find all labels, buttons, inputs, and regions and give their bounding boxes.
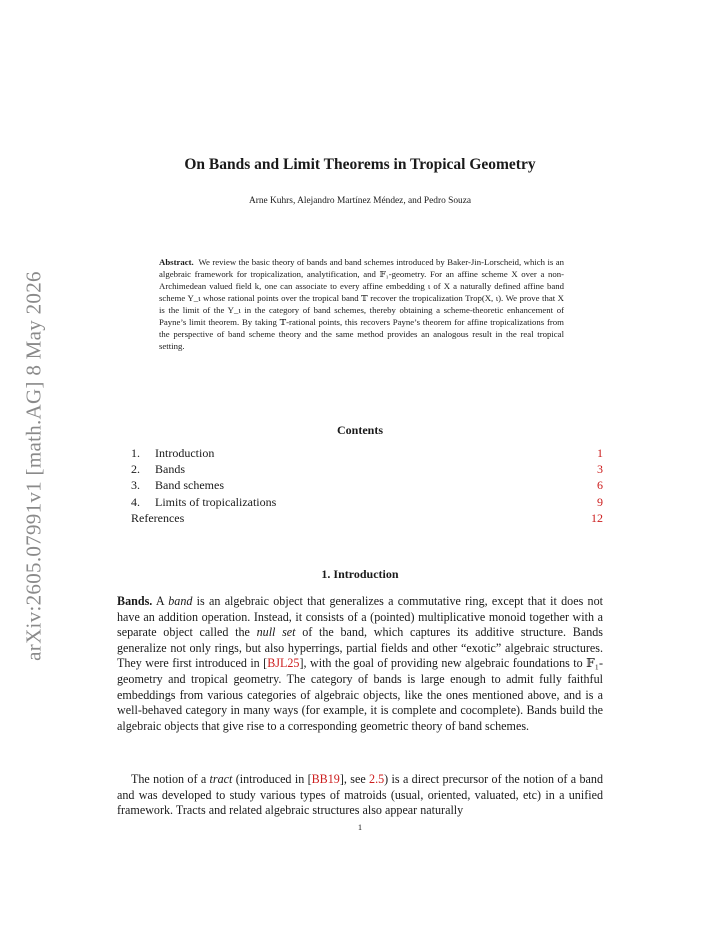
- text-run: The notion of a: [131, 772, 210, 786]
- section-heading: 1. Introduction: [321, 567, 399, 581]
- arxiv-identifier: arXiv:2605.07991v1 [math.AG] 8 May 2026: [21, 271, 46, 661]
- text-run: A: [152, 594, 169, 608]
- page-number: 1: [357, 822, 363, 832]
- toc-entry-title[interactable]: Bands: [155, 462, 185, 477]
- paper-authors: Arne Kuhrs, Alejandro Martínez Méndez, and Pedro Souza: [248, 196, 472, 206]
- toc-entry-title[interactable]: Limits of tropicalizations: [155, 494, 277, 509]
- toc-entry-title[interactable]: References: [131, 510, 185, 525]
- text-run: ], with the goal of providing new algebraic foundations to 𝔽₁-geometry and tropical geometry. The category of bands is large enough to admit fully faithful embeddings from various categories of algebraic objects, like the ones mentioned above, and is a well-behaved category in many ways (for example, it is complete and cocomplete). Bands build the algebraic objects that give rise to a corresponding geometric theory of band schemes.: [117, 656, 603, 733]
- toc-entry-title[interactable]: Band schemes: [155, 478, 224, 493]
- abstract-label: Abstract.: [159, 257, 194, 267]
- text-run: ], see: [339, 772, 370, 786]
- term-tract: tract: [209, 772, 233, 786]
- intro-paragraph-tracts: [117, 772, 603, 819]
- intro-paragraph-bands: [117, 594, 603, 734]
- toc-entry-title[interactable]: Introduction: [155, 446, 215, 460]
- abstract: [159, 256, 564, 352]
- toc-entry-number: 1.: [131, 446, 140, 460]
- paper-title: On Bands and Limit Theorems in Tropical Geometry: [184, 156, 536, 173]
- toc-entry-number: 2.: [131, 462, 140, 477]
- text-run: of the band, which captures its additive structure. Bands generalize not only rings, but also hyperrings, partial fields and other “exotic” algebraic structures. They were first introduced in [: [117, 625, 603, 671]
- toc-entry-page-link[interactable]: 6: [597, 478, 603, 493]
- toc-entry[interactable]: [131, 445, 603, 461]
- contents-heading: Contents: [336, 423, 383, 437]
- toc-entry[interactable]: [131, 477, 603, 493]
- toc-entry-page-link[interactable]: 3: [597, 462, 603, 477]
- toc-entry-page-link[interactable]: 9: [597, 494, 603, 509]
- text-run: (introduced in [: [232, 772, 312, 786]
- term-null-set: null set: [256, 625, 296, 640]
- toc-entry-page-link[interactable]: 1: [597, 446, 603, 460]
- text-run: ) is a direct precursor of the notion of a band and was developed to study various types of matroids (usual, oriented, valuated, etc) in a unified framework. Tracts and related algebraic structures also appear naturally: [117, 772, 603, 818]
- toc-entry-references[interactable]: [131, 510, 603, 526]
- toc-entry-number: 4.: [131, 494, 140, 509]
- citation-link[interactable]: BB19: [311, 772, 340, 786]
- toc-entry-page-link[interactable]: 12: [591, 510, 603, 525]
- paragraph-lead: Bands.: [117, 594, 153, 608]
- table-of-contents: [131, 445, 603, 526]
- term-band: band: [168, 594, 193, 608]
- text-run: is an algebraic object that generalizes a commutative ring, except that it does not have an addition operation. Instead, it consists of a (pointed) multiplicative monoid together with a separate object called the: [117, 594, 603, 640]
- toc-entry[interactable]: [131, 461, 603, 477]
- cross-reference-link[interactable]: 2.5: [369, 772, 385, 786]
- citation-link[interactable]: BJL25: [267, 656, 300, 671]
- abstract-text: We review the basic theory of bands and band schemes introduced by Baker-Jin-Lorscheid, which is an algebraic framework for tropicalization, analytification, and 𝔽₁-geometry. For an affine scheme X over a non-Archimedean valued field k, one can associate to every affine embedding ι of X a naturally defined affine band scheme Y_ι whose rational points over the tropical band 𝕋 recover the tropicalization Trop(X, ι). We prove that X is the limit of the Y_ι in the category of band schemes, thereby obtaining a scheme-theoretic enhancement of Payne’s limit theorem. By taking 𝕋-rational points, this recovers Payne’s theorem for affine tropicalizations from the perspective of band scheme theory and the same method provides an analogous result in the real tropical setting.: [159, 257, 564, 351]
- toc-entry[interactable]: [131, 494, 603, 510]
- toc-entry-number: 3.: [131, 478, 140, 493]
